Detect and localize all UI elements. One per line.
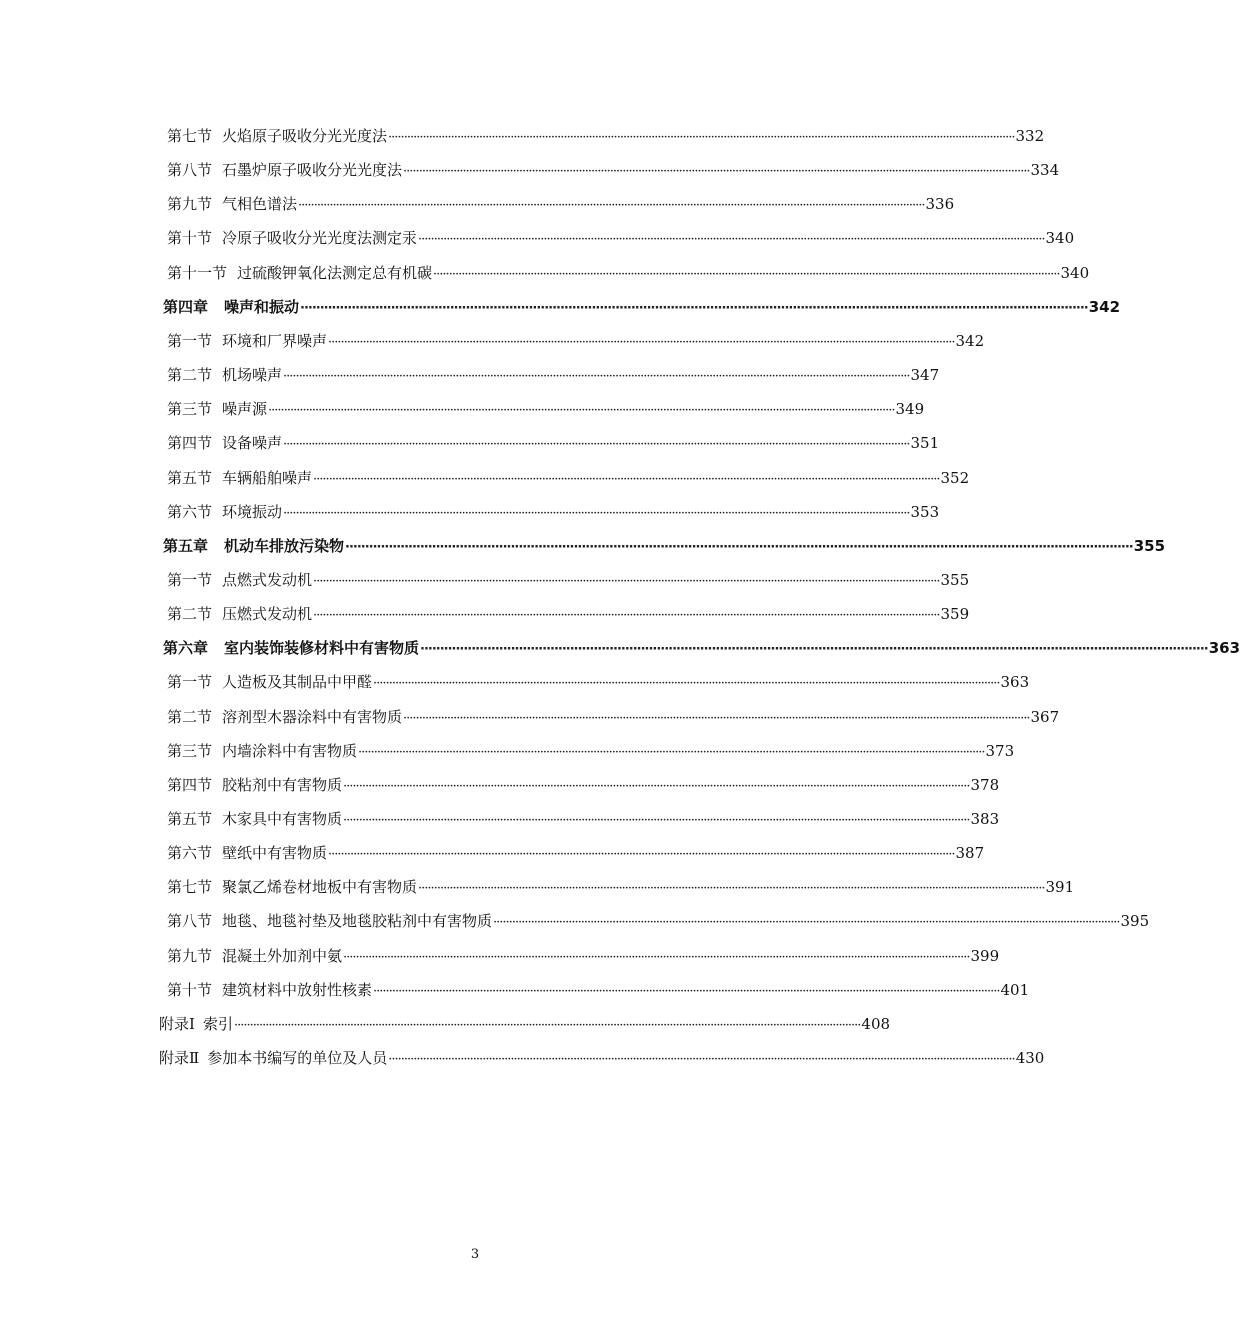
toc-entry-number: 第三节 [167,741,213,760]
toc-entry-number: 第六章 [163,639,209,658]
toc-entry-page: 351 [910,434,940,453]
toc-entry-number: 第二节 [167,707,213,726]
toc-entry-number: 第六节 [167,502,213,521]
toc-entry-title: 环境和厂界噪声 [222,331,328,350]
toc-entry-number: 第四章 [163,297,209,316]
toc-entry-title: 混凝土外加剂中氨 [222,946,343,965]
toc-entry-number: 第六节 [167,844,213,863]
toc-entry-page: 378 [970,775,1000,794]
toc-chapter-entry[interactable] [163,295,1121,319]
toc-entry-number: 第一节 [167,673,213,692]
toc-dot-leader: ········································································································································································································ [300,300,1088,316]
toc-section-entry[interactable] [167,875,1075,899]
toc-entry-number: 第一节 [167,331,213,350]
toc-entry-title: 火焰原子吸收分光光度法 [222,127,388,145]
toc-entry-title: 胶粘剂中有害物质 [222,775,343,794]
toc-entry-title: 机场噪声 [222,366,283,385]
toc-section-entry[interactable] [167,909,1150,933]
toc-entry-page: 349 [895,400,925,419]
toc-dot-leader: ········································································································································································································ [283,505,910,521]
toc-entry-page: 336 [925,195,955,214]
toc-dot-leader: ········································································································································································································ [403,710,1030,726]
toc-dot-leader: ········································································································································································································ [358,744,985,760]
toc-entry-title: 内墙涂料中有害物质 [222,741,358,760]
toc-dot-leader: ········································································································································································································ [343,949,970,965]
toc-entry-title: 建筑材料中放射性核素 [222,980,373,999]
toc-entry-title: 车辆船舶噪声 [222,468,313,487]
toc-section-entry[interactable] [167,397,925,421]
toc-entry-number: 第九节 [167,946,213,965]
toc-entry-title: 噪声和振动 [224,297,300,316]
toc-entry-page: 387 [955,844,985,863]
toc-entry-page: 352 [940,468,970,487]
toc-entry-number: 第八节 [167,161,213,180]
toc-dot-leader: ········································································································································································································ [493,915,1120,931]
toc-section-entry[interactable] [167,670,1030,694]
toc-entry-page: 340 [1045,229,1075,248]
toc-dot-leader: ········································································································································································································ [388,1052,1015,1068]
page-number: 3 [470,1247,480,1262]
toc-dot-leader: ········································································································································································································ [298,198,925,214]
toc-entry-number: 第十节 [167,229,213,248]
toc-entry-number: 第二节 [167,605,213,624]
toc-section-entry[interactable] [167,705,1060,729]
toc-entry-number: 第一节 [167,570,213,589]
toc-dot-leader: ········································································································································································································ [388,130,1015,145]
toc-chapter-entry[interactable] [163,636,1240,660]
toc-entry-page: 353 [910,502,940,521]
toc-dot-leader: ········································································································································································································ [328,847,955,863]
toc-entry-page: 399 [970,946,1000,965]
toc-entry-page: 395 [1120,912,1150,931]
toc-entry-number: 第四节 [167,434,213,453]
toc-dot-leader: ········································································································································································································ [343,778,970,794]
toc-dot-leader: ········································································································································································································ [403,164,1030,180]
toc-dot-leader: ········································································································································································································ [418,232,1045,248]
toc-entry-page: 391 [1045,878,1075,897]
toc-dot-leader: ········································································································································································································ [433,266,1060,282]
toc-section-entry[interactable] [167,807,1000,831]
toc-section-entry[interactable] [167,568,970,592]
toc-section-entry[interactable] [167,192,955,216]
toc-dot-leader: ········································································································································································································ [373,676,1000,692]
toc-entry-title: 参加本书编写的单位及人员 [207,1049,388,1068]
toc-entry-title: 人造板及其制品中甲醛 [222,673,373,692]
toc-entry-page: 383 [970,810,1000,828]
toc-dot-leader: ········································································································································································································ [345,539,1133,555]
toc-entry-number: 第十一节 [167,263,228,282]
toc-entry-page: 363 [1000,673,1030,692]
toc-section-entry[interactable] [167,158,1060,182]
toc-section-entry[interactable] [167,466,970,490]
toc-entry-title: 过硫酸钾氧化法测定总有机碳 [237,263,433,282]
toc-section-entry[interactable] [167,841,985,865]
toc-entry-title: 木家具中有害物质 [222,810,343,828]
toc-entry-number: 附录Ⅰ [159,1014,195,1033]
toc-entry-number: 第七节 [167,878,213,897]
toc-entry-page: 359 [940,605,970,624]
toc-entry-page: 363 [1208,639,1240,658]
toc-entry-page: 342 [955,331,985,350]
toc-section-entry[interactable] [167,363,940,387]
toc-entry-title: 噪声源 [222,400,268,419]
toc-entry-title: 点燃式发动机 [222,570,313,589]
toc-entry-page: 334 [1030,161,1060,180]
toc-section-entry[interactable] [167,944,1000,968]
toc-section-entry[interactable] [167,329,985,353]
toc-section-entry[interactable] [167,226,1075,250]
toc-section-entry[interactable] [167,124,1045,148]
toc-dot-leader: ········································································································································································································ [233,1017,861,1033]
toc-entry-number: 第四节 [167,775,213,794]
toc-dot-leader: ········································································································································································································ [283,437,910,453]
toc-entry-page: 367 [1030,707,1060,726]
toc-section-entry[interactable] [167,978,1030,1002]
toc-entry-page: 340 [1060,263,1090,282]
toc-entry-number: 附录Ⅱ [159,1049,200,1068]
toc-entry-page: 347 [910,366,940,385]
toc-entry-title: 设备噪声 [222,434,283,453]
toc-entry-number: 第十节 [167,980,213,999]
toc-entry-number: 第七节 [167,127,213,145]
toc-dot-leader: ········································································································································································································ [420,642,1208,658]
toc-dot-leader: ········································································································································································································ [343,813,970,828]
toc-entry-title: 室内装饰装修材料中有害物质 [224,639,420,658]
toc-entry-page: 355 [940,570,970,589]
toc-dot-leader: ········································································································································································································ [313,608,940,624]
toc-section-entry[interactable] [167,500,940,524]
toc-entry-title: 机动车排放污染物 [224,536,345,555]
toc-entry-title: 环境振动 [222,502,283,521]
toc-entry-page: 373 [985,741,1015,760]
toc-entry-number: 第八节 [167,912,213,931]
toc-chapter-entry[interactable] [163,534,1166,558]
toc-section-entry[interactable] [167,739,1015,763]
toc-entry-number: 第九节 [167,195,213,214]
toc-entry-page: 408 [861,1014,891,1033]
toc-entry-number: 第二节 [167,366,213,385]
toc-entry-title: 壁纸中有害物质 [222,844,328,863]
toc-dot-leader: ········································································································································································································ [283,369,910,385]
toc-dot-leader: ········································································································································································································ [313,471,940,487]
toc-entry-page: 332 [1015,127,1045,145]
toc-entry-page: 430 [1015,1049,1045,1068]
toc-entry-number: 第五章 [163,536,209,555]
toc-entry-title: 压燃式发动机 [222,605,313,624]
toc-dot-leader: ········································································································································································································ [328,334,955,350]
toc-entry-number: 第五节 [167,468,213,487]
toc-entry-page: 401 [1000,980,1030,999]
toc-entry-title: 石墨炉原子吸收分光光度法 [222,161,403,180]
toc-section-entry[interactable] [167,773,1000,797]
toc-appendix-entry[interactable] [159,1046,1045,1070]
toc-entry-page: 355 [1133,536,1166,555]
toc-dot-leader: ········································································································································································································ [268,403,895,419]
toc-entry-title: 聚氯乙烯卷材地板中有害物质 [222,878,418,897]
toc-entry-title: 溶剂型木器涂料中有害物质 [222,707,403,726]
toc-section-entry[interactable] [167,261,1090,285]
toc-section-entry[interactable] [167,602,970,626]
toc-section-entry[interactable] [167,431,940,455]
toc-dot-leader: ········································································································································································································ [373,983,1000,999]
toc-dot-leader: ········································································································································································································ [313,573,940,589]
toc-entry-number: 第五节 [167,810,213,828]
toc-entry-title: 地毯、地毯衬垫及地毯胶粘剂中有害物质 [222,912,493,931]
toc-appendix-entry[interactable] [159,1012,891,1036]
toc-entry-page: 342 [1088,297,1121,316]
toc-dot-leader: ········································································································································································································ [418,881,1045,897]
toc-entry-title: 索引 [202,1014,233,1033]
toc-entry-title: 气相色谱法 [222,195,298,214]
toc-entry-number: 第三节 [167,400,213,419]
toc-entry-title: 冷原子吸收分光光度法测定汞 [222,229,418,248]
